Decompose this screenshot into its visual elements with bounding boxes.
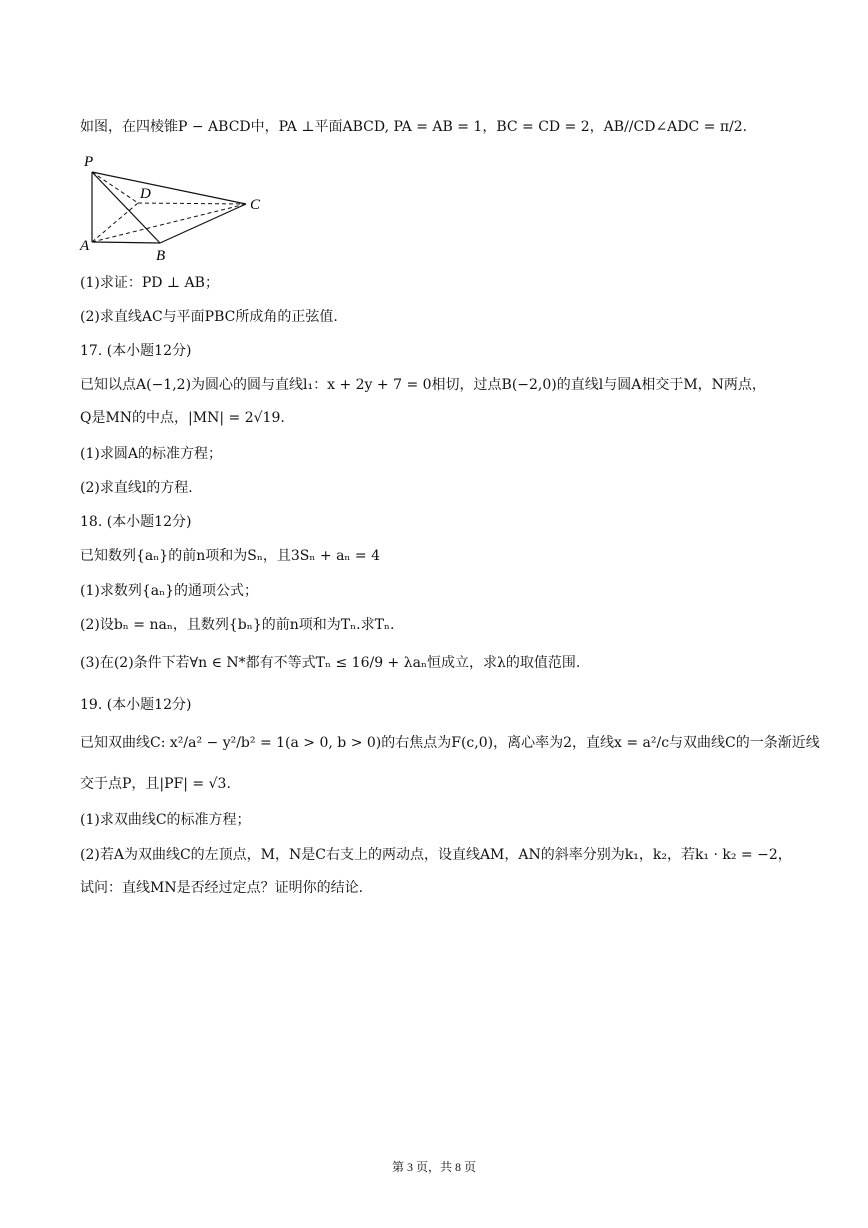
label-d: D (140, 186, 151, 202)
problem18-q2: (2)设bₙ = naₙ，且数列{bₙ}的前n项和为Tₙ.求Tₙ. (80, 617, 395, 633)
problem17-q1: (1)求圆A的标准方程； (80, 446, 222, 462)
label-p: P (84, 154, 94, 170)
problem18-line1: 已知数列{aₙ}的前n项和为Sₙ，且3Sₙ + aₙ = 4 (80, 548, 381, 564)
problem19-q2b: 试问：直线MN是否经过定点？证明你的结论. (80, 880, 364, 896)
problem19-line2: 交于点P，且|PF| = √3. (80, 776, 231, 792)
page-footer: 第 3 页，共 8 页 (391, 1160, 476, 1174)
problem17-q2: (2)求直线l的方程. (80, 480, 193, 496)
problem19-line1: 已知双曲线C: x²/a² − y²/b² = 1(a > 0, b > 0)的右焦点为F(c,0)，离心率为2，直线x = a²/c与双曲线C的一条渐近线 (80, 735, 820, 751)
problem17-line2: Q是MN的中点，|MN| = 2√19. (80, 410, 285, 426)
problem16-intro: 如图，在四棱锥P − ABCD中，PA ⊥平面ABCD, PA = AB = 1，BC = CD = 2，AB//CD∠ADC = π/2. (80, 119, 748, 135)
edge-pb (92, 172, 160, 243)
problem16-q1: (1)求证：PD ⊥ AB； (80, 275, 219, 291)
problem17-line1: 已知以点A(−1,2)为圆心的圆与直线l₁：x + 2y + 7 = 0相切，过点B(−2,0)的直线l与圆A相交于M，N两点， (80, 377, 766, 393)
problem19-q1: (1)求双曲线C的标准方程； (80, 812, 251, 828)
label-b: B (156, 248, 166, 264)
problem18-q1: (1)求数列{aₙ}的通项公式； (80, 583, 259, 599)
problem18-q3: (3)在(2)条件下若∀n ∈ N*都有不等式Tₙ ≤ 16/9 + λaₙ恒成立，求λ的取值范围. (80, 655, 581, 671)
label-c: C (250, 197, 261, 213)
edge-ab (92, 242, 160, 243)
problem16-q2: (2)求直线AC与平面PBC所成角的正弦值. (80, 309, 338, 325)
problem19-header: 19. (本小题12分) (80, 697, 192, 713)
label-a: A (80, 238, 90, 254)
pyramid-diagram (78, 150, 278, 265)
problem18-header: 18. (本小题12分) (80, 514, 192, 530)
edge-dc (138, 203, 246, 204)
edge-bc (160, 204, 246, 243)
problem17-header: 17. (本小题12分) (80, 343, 192, 359)
problem19-q2: (2)若A为双曲线C的左顶点，M，N是C右支上的两动点，设直线AM，AN的斜率分别为k₁，k₂，若k₁ · k₂ = −2， (80, 847, 792, 863)
